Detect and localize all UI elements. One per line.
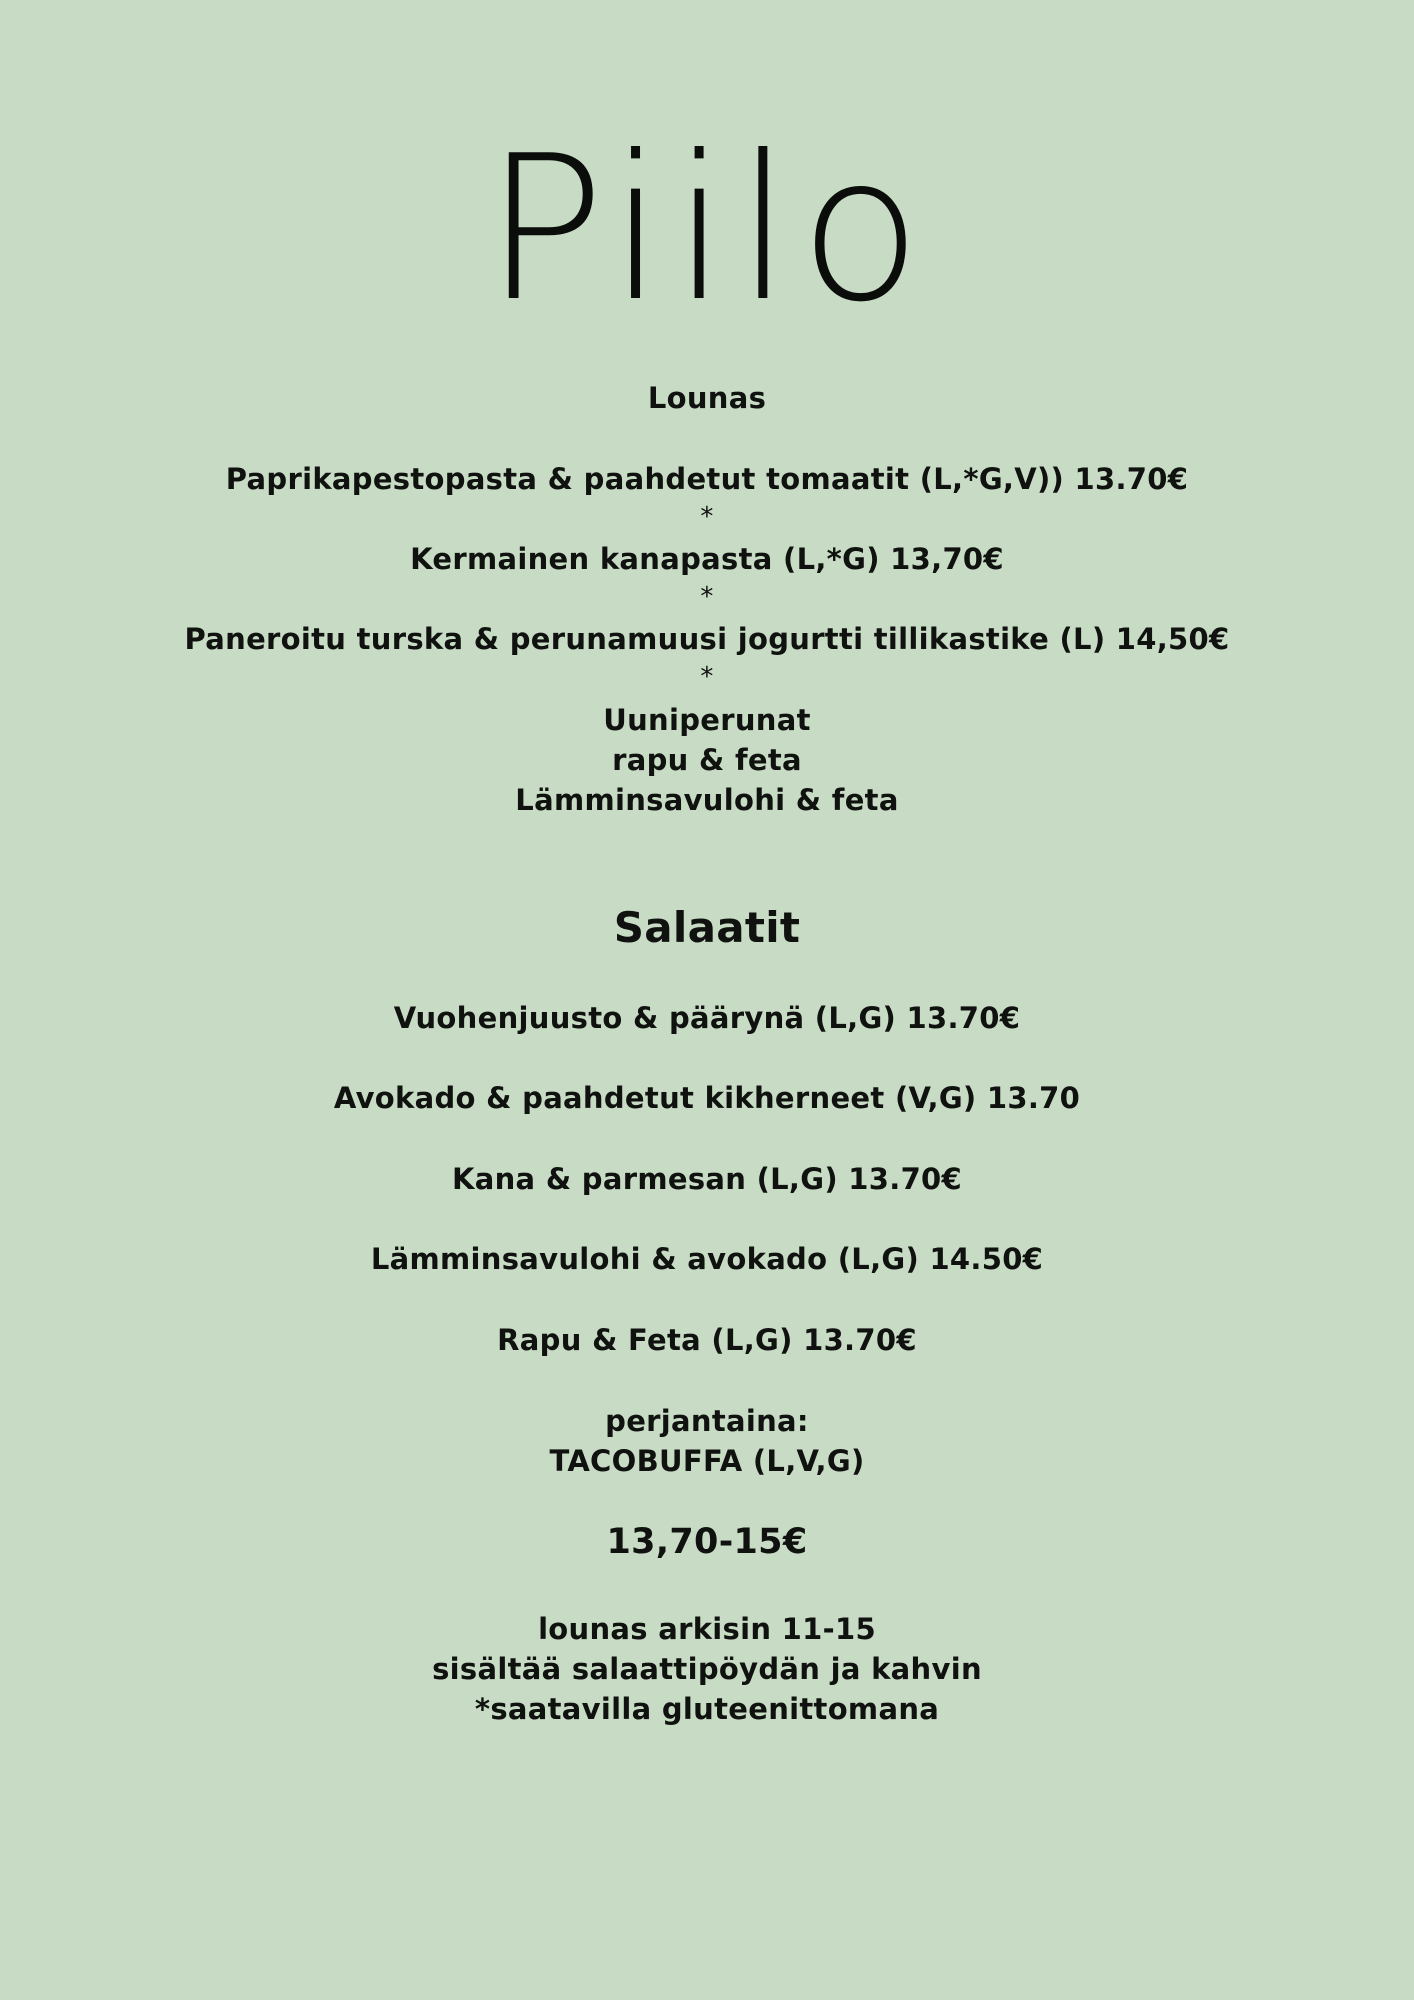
uuniperunat-option: rapu & feta	[612, 743, 802, 777]
salad-item: Vuohenjuusto & päärynä (L,G) 13.70€	[393, 1001, 1021, 1035]
gluten-note: *saatavilla gluteenittomana	[474, 1692, 940, 1726]
price-range: 13,70-15€	[606, 1522, 808, 1562]
restaurant-logo: Piilo	[484, 113, 930, 346]
salad-item: Lämminsavulohi & avokado (L,G) 14.50€	[370, 1242, 1044, 1276]
salaatit-heading: Salaatit	[613, 903, 801, 952]
salad-item: Kana & parmesan (L,G) 13.70€	[451, 1162, 963, 1196]
lunch-hours: lounas arkisin 11-15	[538, 1612, 876, 1646]
lunch-item: Paneroitu turska & perunamuusi jogurtti tillikastike (L) 14,50€	[184, 622, 1230, 656]
lunch-item: Kermainen kanapasta (L,*G) 13,70€	[410, 542, 1004, 576]
uuniperunat-title: Uuniperunat	[603, 703, 811, 737]
salad-item: Rapu & Feta (L,G) 13.70€	[497, 1323, 917, 1357]
lunch-item: Paprikapestopasta & paahdetut tomaatit (L,*G,V)) 13.70€	[225, 462, 1189, 496]
separator: *	[700, 502, 714, 532]
lunch-includes: sisältää salaattipöydän ja kahvin	[432, 1652, 982, 1686]
lounas-heading: Lounas	[647, 381, 767, 415]
uuniperunat-option: Lämminsavulohi & feta	[515, 783, 899, 817]
friday-label: perjantaina:	[605, 1404, 809, 1438]
separator: *	[700, 662, 714, 692]
friday-dish: TACOBUFFA (L,V,G)	[549, 1444, 865, 1478]
salad-item: Avokado & paahdetut kikherneet (V,G) 13.70	[333, 1081, 1081, 1115]
separator: *	[700, 582, 714, 612]
